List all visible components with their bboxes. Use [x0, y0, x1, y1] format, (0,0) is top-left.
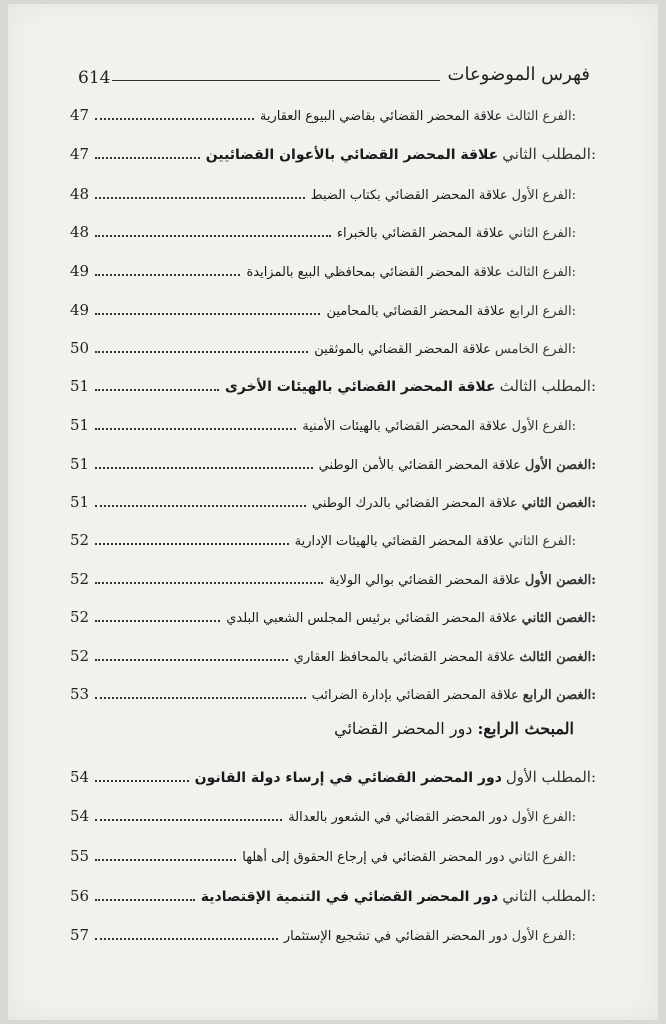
entry-label: الفرع الثاني: — [508, 850, 576, 865]
entry-page: 53 — [70, 685, 90, 703]
entry-text: دور المحضر القضائي في التنمية الإقتصادية — [200, 889, 499, 905]
entry-label: الفرع الرابع: — [509, 304, 576, 319]
toc-entry[interactable] — [70, 768, 596, 786]
leader-dots — [95, 859, 236, 861]
entry-text: علاقة المحضر القضائي بالدرك الوطني — [311, 496, 518, 511]
leader-dots — [95, 819, 282, 821]
entry-text: علاقة المحضر القضائي بالموثقين — [314, 342, 491, 357]
toc-entry[interactable] — [70, 807, 576, 825]
entry-label: الفرع الأول: — [511, 929, 576, 944]
leader-dots — [95, 899, 195, 901]
entry-label: الفرع الثالث: — [506, 265, 576, 280]
entry-text: علاقة المحضر القضائي بالهيئات الأمنية — [302, 419, 508, 434]
entry-text: دور المحضر القضائي في الشعور بالعدالة — [288, 810, 508, 825]
entry-page: 48 — [70, 185, 90, 203]
entry-text: علاقة المحضر القضائي بمحافظي البيع بالمزايدة — [246, 265, 503, 280]
entry-page: 50 — [70, 339, 90, 357]
entry-page: 57 — [70, 926, 90, 944]
entry-text: علاقة المحضر القضائي بالأمن الوطني — [318, 458, 521, 473]
entry-text: علاقة المحضر القضائي بقاضي البيوع العقارية — [259, 109, 503, 124]
entry-page: 54 — [70, 807, 90, 825]
entry-text: علاقة المحضر القضائي بكتاب الضبط — [310, 188, 508, 203]
entry-label: الغصن الثالث: — [519, 650, 596, 665]
section-title: دور المحضر القضائي — [334, 719, 473, 738]
entry-page: 51 — [70, 416, 90, 434]
entry-page: 51 — [70, 377, 90, 395]
entry-page: 54 — [70, 768, 90, 786]
entry-label: الفرع الثالث: — [506, 109, 576, 124]
entry-text: علاقة المحضر القضائي بالهيئات الأخرى — [225, 379, 496, 395]
entry-page: 47 — [70, 106, 90, 124]
entry-page: 52 — [70, 531, 90, 549]
entry-page: 48 — [70, 223, 90, 241]
section-label: المبحث الرابع: — [477, 719, 574, 738]
entry-label: الغصن الرابع: — [522, 688, 596, 703]
entry-label: الغصن الثاني: — [521, 611, 596, 626]
entry-page: 51 — [70, 493, 90, 511]
entry-label: الغصن الثاني: — [521, 496, 596, 511]
entry-text: دور المحضر القضائي في إرجاع الحقوق إلى أهلها — [242, 850, 505, 865]
entry-text: علاقة المحضر القضائي بالخبراء — [336, 226, 505, 241]
entry-text: علاقة المحضر القضائي برئيس المجلس الشعبي البلدي — [226, 611, 518, 626]
entry-label: الفرع الأول: — [511, 188, 576, 203]
entry-text: علاقة المحضر القضائي بالأعوان القضائيين — [205, 147, 499, 163]
entry-label: المطلب الثاني: — [502, 887, 596, 905]
header-title: فهرس الموضوعات — [447, 64, 590, 85]
page-number: 614 — [78, 68, 111, 88]
entry-text: علاقة المحضر القضائي بالمحامين — [326, 304, 506, 319]
entry-label: الغصن الأول: — [524, 573, 596, 588]
entry-label: المطلب الأول: — [505, 768, 596, 786]
entry-label: الفرع الثاني: — [508, 226, 576, 241]
table-of-contents-continued — [8, 4, 658, 1020]
entry-label: المطلب الثالث: — [499, 377, 596, 395]
leader-dots — [95, 938, 278, 940]
entry-page: 52 — [70, 570, 90, 588]
entry-text: علاقة المحضر القضائي بالهيئات الإدارية — [294, 534, 505, 549]
entry-page: 55 — [70, 847, 90, 865]
entry-page: 51 — [70, 455, 90, 473]
entry-page: 47 — [70, 145, 90, 163]
entry-page: 49 — [70, 301, 90, 319]
entry-page: 49 — [70, 262, 90, 280]
entry-label: الفرع الخامس: — [494, 342, 576, 357]
toc-entry[interactable] — [70, 926, 576, 944]
entry-label: الفرع الأول: — [511, 419, 576, 434]
entry-page: 52 — [70, 647, 90, 665]
entry-text: دور المحضر القضائي في تشجيع الإستثمار — [283, 929, 508, 944]
document-page — [8, 4, 658, 1020]
entry-page: 56 — [70, 887, 90, 905]
entry-text: دور المحضر القضائي في إرساء دولة القانون — [194, 770, 502, 786]
entry-label: الفرع الأول: — [511, 810, 576, 825]
entry-label: الغصن الأول: — [524, 458, 596, 473]
toc-entry[interactable] — [70, 847, 576, 865]
entry-text: علاقة المحضر القضائي بوالي الولاية — [328, 573, 521, 588]
entry-label: الفرع الثاني: — [508, 534, 576, 549]
toc-entry[interactable] — [70, 887, 596, 905]
entry-page: 52 — [70, 608, 90, 626]
entry-text: علاقة المحضر القضائي بإدارة الضرائب — [311, 688, 519, 703]
entry-text: علاقة المحضر القضائي بالمحافظ العقاري — [293, 650, 516, 665]
leader-dots — [95, 780, 189, 782]
entry-label: المطلب الثاني: — [502, 145, 596, 163]
